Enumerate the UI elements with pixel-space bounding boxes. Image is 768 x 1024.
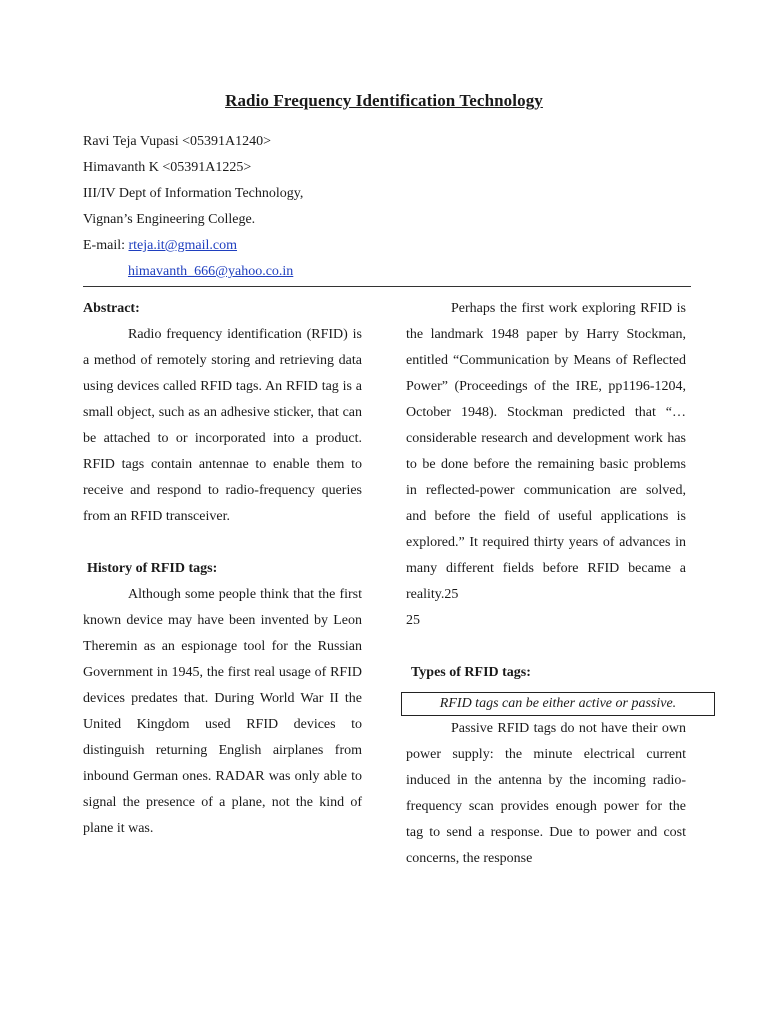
spacer (83, 530, 362, 556)
abstract-text: Radio frequency identification (RFID) is a method of remotely storing and retrieving data using devices called RFID tags. An RFID tag is a small object, such as an adhesive sticker, that can be attached to or incorporated into a product. RFID tags contain antennae to enable them to receive and respond to radio-frequency queries from an RFID transceiver. (83, 327, 362, 524)
right-column (406, 296, 686, 872)
author-block (83, 129, 303, 285)
email-line (83, 233, 303, 259)
history-heading: History of RFID tags: (87, 561, 218, 576)
boxed-statement: RFID tags can be either active or passive. (401, 692, 715, 716)
passive-tags-paragraph: Passive RFID tags do not have their own power supply: the minute electrical current induced in the antenna by the incoming radio-frequency scan provides enough power for the tag to send a response. Due to power and cost concerns, the response (406, 721, 686, 866)
department: III/IV Dept of Information Technology, (83, 186, 304, 201)
college: Vignan’s Engineering College. (83, 212, 256, 227)
email-link-1[interactable]: rteja.it@gmail.com (128, 238, 238, 253)
history-text: Although some people think that the first known device may have been invented by Leon Theremin as an espionage tool for the Russian Government in 1945, the first real usage of RFID devices predates that. During World War II the United Kingdom used RFID devices to distinguish returning English airplanes from inbound German ones. RADAR was only able to signal the presence of a plane, not the kind of plane it was. (83, 587, 362, 836)
abstract-heading: Abstract: (83, 301, 140, 316)
email-link-2[interactable]: himavanth_666@yahoo.co.in (128, 264, 294, 279)
types-heading: Types of RFID tags: (411, 665, 531, 680)
email-line-2 (83, 259, 303, 285)
header-divider (83, 286, 691, 287)
spacer (406, 634, 686, 660)
left-column (83, 296, 362, 842)
stockman-paragraph: Perhaps the first work exploring RFID is the landmark 1948 paper by Harry Stockman, entitled “Communication by Means of Reflected Power” (Proceedings of the IRE, pp1196-1204, October 1948). Stockman predicted that “…considerable research and development work has to be done before the remaining basic problems in reflected-power communication are solved, and before the field of useful applications is explored.” It required thirty years of advances in many different fields before RFID became a reality.25 (406, 301, 686, 602)
paper-title: Radio Frequency Identification Technology (225, 91, 543, 110)
author-1: Ravi Teja Vupasi <05391A1240> (83, 134, 272, 149)
stray-number: 25 (406, 613, 420, 628)
email-label: E-mail: (83, 238, 129, 253)
author-2: Himavanth K <05391A1225> (83, 160, 252, 175)
